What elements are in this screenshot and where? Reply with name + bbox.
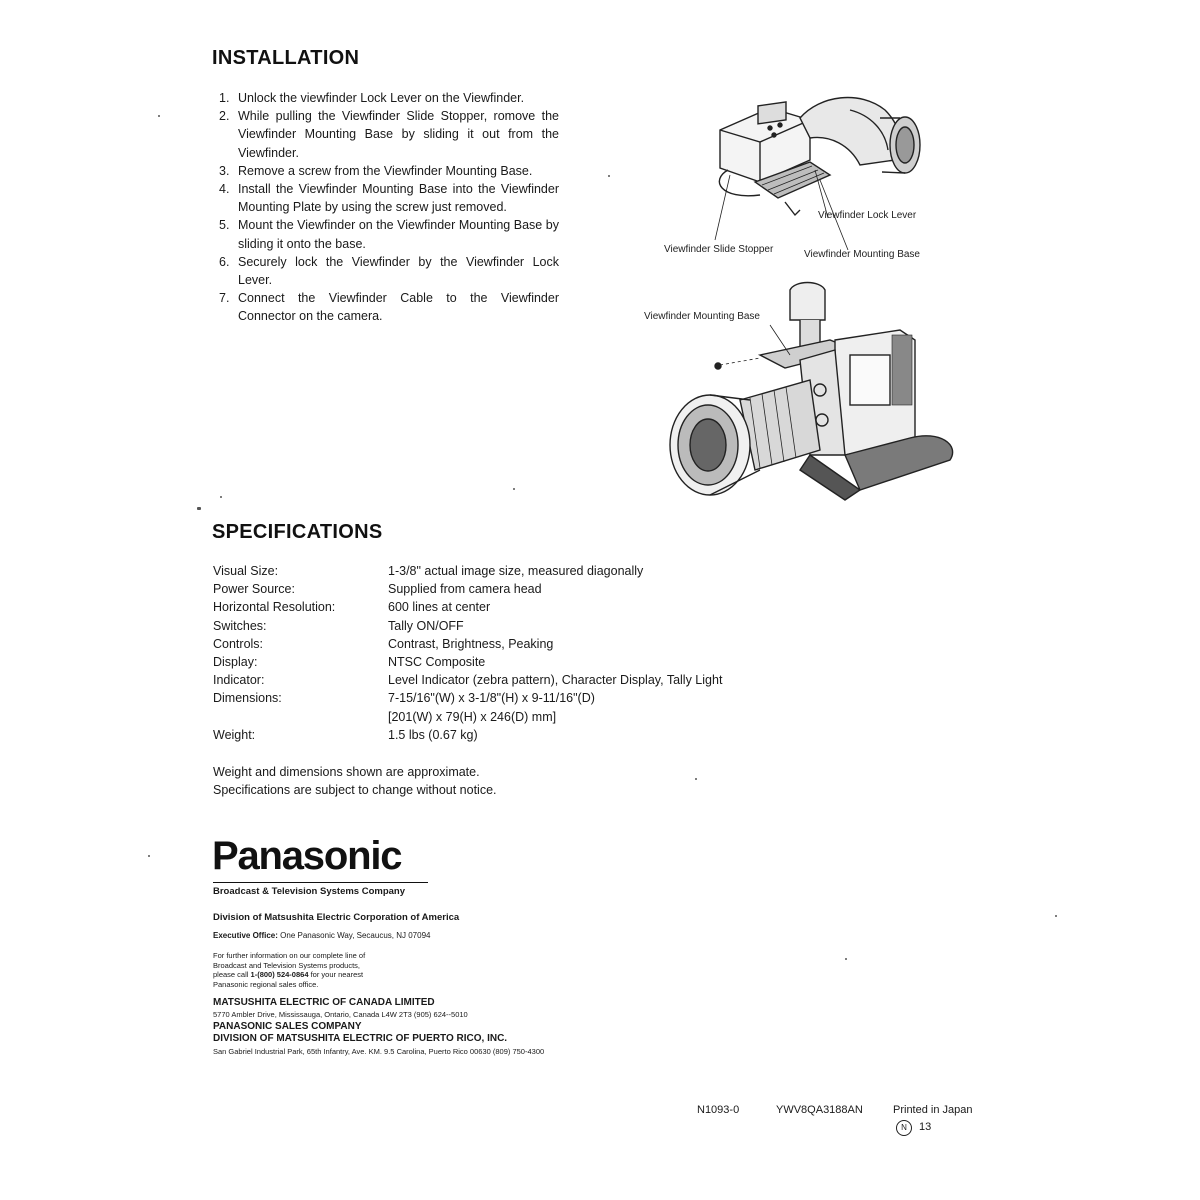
list-item: 5. Mount the Viewfinder on the Viewfinder Mounting Base by sliding it onto the base. <box>219 218 559 251</box>
division-line: Division of Matsushita Electric Corporation of America <box>213 912 460 923</box>
list-item: 2. While pulling the Viewfinder Slide Stopper, romove the Viewfinder Mounting Base by sliding it out from the Viewfinder. <box>219 109 559 160</box>
lock-lever-label: Viewfinder Lock Lever <box>818 210 917 221</box>
table-row: [201(W) x 79(H) x 246(D) mm] <box>388 709 557 724</box>
list-item: 4. Install the Viewfinder Mounting Base into the Viewfinder Mounting Plate by using the screw just removed. <box>219 182 559 215</box>
executive-office: Executive Office: One Panasonic Way, Secaucus, NJ 07094 <box>213 931 431 940</box>
slide-stopper-label: Viewfinder Slide Stopper <box>664 244 774 255</box>
printed-in: Printed in Japan <box>893 1104 973 1116</box>
table-row: Switches: Tally ON/OFF <box>213 618 464 633</box>
puerto-rico-name: DIVISION OF MATSUSHITA ELECTRIC OF PUERTO RICO, INC. <box>213 1033 508 1044</box>
canada-name: MATSUSHITA ELECTRIC OF CANADA LIMITED <box>213 997 435 1008</box>
puerto-rico-address: San Gabriel Industrial Park, 65th Infantry, Ave. KM. 9.5 Carolina, Puerto Rico 00630 (809) 750-4300 <box>213 1047 545 1056</box>
info-block: For further information on our complete line of Broadcast and Television Systems products, please call 1-(800) 524-0864 for your nearest Panasonic regional sales office. <box>213 951 366 989</box>
page-number: 13 <box>919 1121 932 1133</box>
n-mark-icon: N <box>896 1120 912 1136</box>
scan-speck <box>513 488 515 490</box>
scan-speck <box>148 855 150 857</box>
logo-rule <box>213 882 428 883</box>
scan-speck <box>608 175 610 177</box>
mounting-base-label: Viewfinder Mounting Base <box>804 249 920 260</box>
list-item: 6. Securely lock the Viewfinder by the Viewfinder Lock Lever. <box>219 254 559 288</box>
table-row: Visual Size: 1-3/8" actual image size, measured diagonally <box>213 564 644 578</box>
specifications-heading: SPECIFICATIONS <box>212 521 383 543</box>
table-row: Display: NTSC Composite <box>213 655 486 670</box>
panasonic-logo: Panasonic <box>212 834 402 878</box>
canada-address: 5770 Ambler Drive, Mississauga, Ontario, Canada L4W 2T3 (905) 624--5010 <box>213 1010 468 1019</box>
specifications-table <box>213 562 722 744</box>
company-subtitle: Broadcast & Television Systems Company <box>213 886 405 897</box>
list-item: 7. Connect the Viewfinder Cable to the Viewfinder Connector on the camera. <box>219 291 559 324</box>
note-change: Specifications are subject to change without notice. <box>213 783 497 797</box>
list-item: 1. Unlock the viewfinder Lock Lever on the Viewfinder. <box>219 91 525 105</box>
viewfinder-illustration <box>700 90 940 250</box>
installation-heading: INSTALLATION <box>212 47 360 69</box>
mounting-base-label-2: Viewfinder Mounting Base <box>644 311 760 322</box>
sales-company: PANASONIC SALES COMPANY <box>213 1021 362 1032</box>
table-row: Power Source: Supplied from camera head <box>213 582 542 597</box>
note-approximate: Weight and dimensions shown are approximate. <box>213 765 480 779</box>
installation-steps <box>213 89 559 326</box>
list-item: 3. Remove a screw from the Viewfinder Mounting Base. <box>219 163 533 178</box>
scan-speck <box>197 507 201 510</box>
scan-speck <box>845 958 847 960</box>
part-number: YWV8QA3188AN <box>776 1104 863 1116</box>
scan-speck <box>695 778 697 780</box>
scan-speck <box>158 115 160 117</box>
scan-speck <box>1055 915 1057 917</box>
table-row: Horizontal Resolution: 600 lines at center <box>213 600 491 615</box>
table-row: Controls: Contrast, Brightness, Peaking <box>213 636 554 651</box>
scan-speck <box>220 496 222 498</box>
table-row: Weight: 1.5 lbs (0.67 kg) <box>213 727 478 742</box>
doc-code: N1093-0 <box>697 1104 740 1116</box>
table-row: Indicator: Level Indicator (zebra pattern), Character Display, Tally Light <box>213 673 723 688</box>
table-row: Dimensions: 7-15/16"(W) x 3-1/8"(H) x 9-11/16"(D) <box>213 691 595 706</box>
